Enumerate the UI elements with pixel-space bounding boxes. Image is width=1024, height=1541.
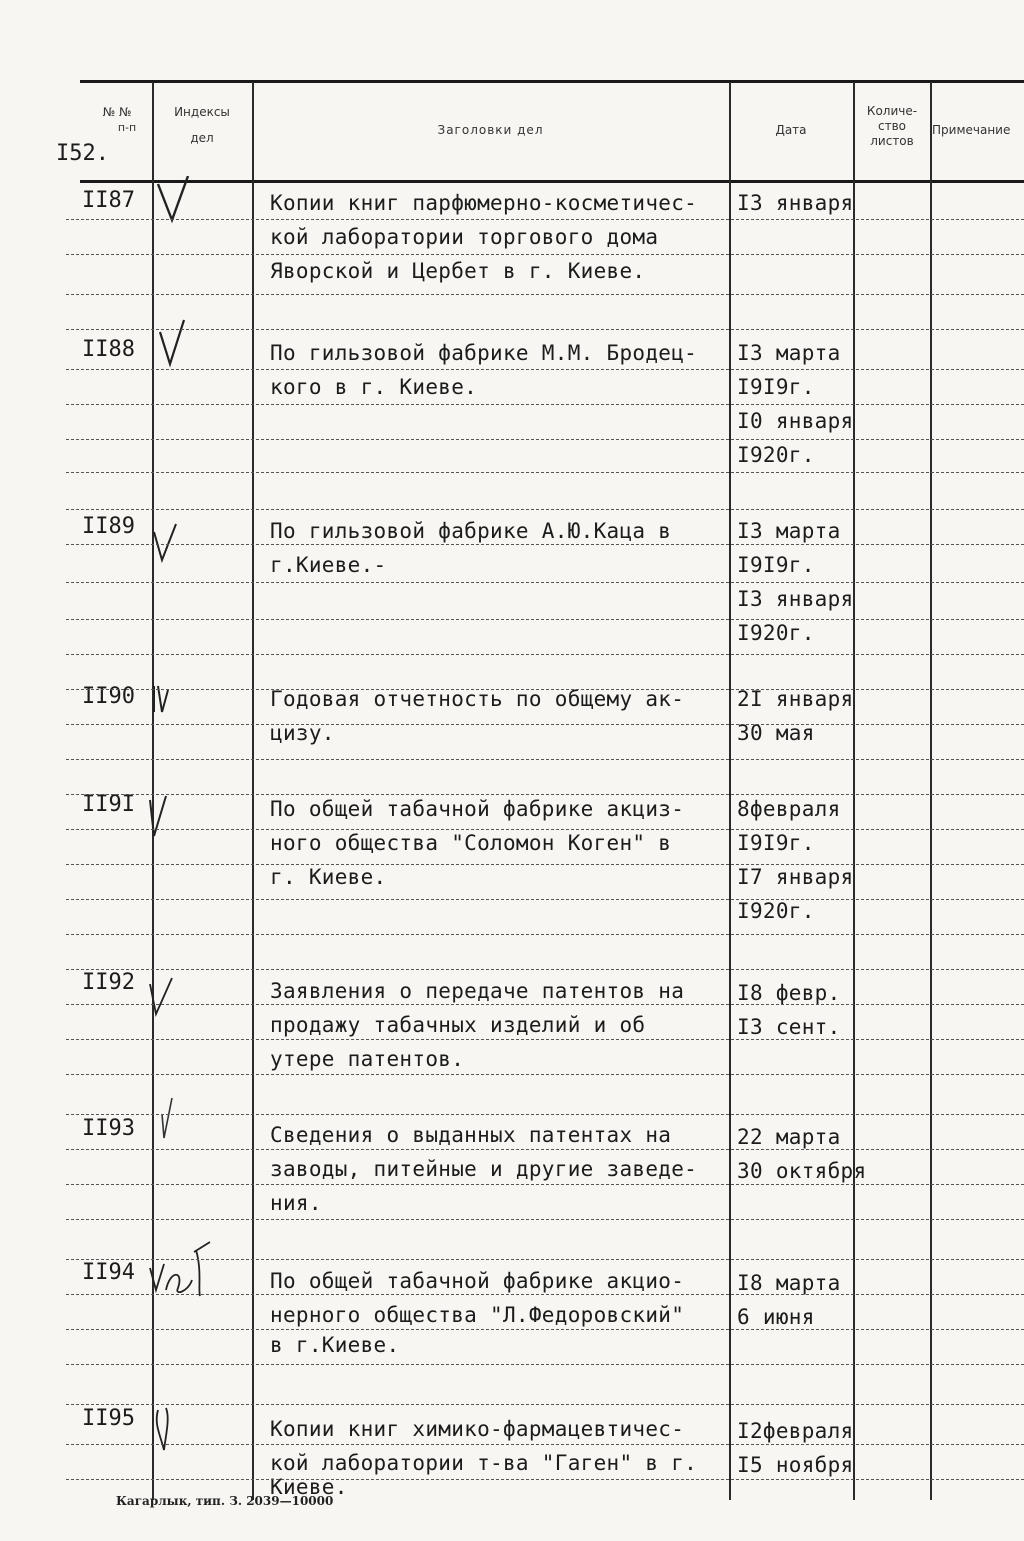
entry-date-line: I920г.: [737, 899, 815, 923]
entry-number: II90: [82, 684, 135, 709]
ruled-line: [66, 1219, 1024, 1220]
checkmark-icon: [148, 514, 208, 564]
ruled-line: [66, 1364, 1024, 1365]
ruled-line: [66, 294, 1024, 295]
entry-title-line: кого в г. Киеве.: [270, 375, 478, 399]
header-index-sub: дел: [190, 131, 214, 145]
entry-number: II88: [82, 337, 135, 362]
entry-date-line: I9I9г.: [737, 831, 815, 855]
ruled-line: [66, 544, 1024, 545]
checkmark-icon: [148, 1094, 208, 1144]
entry-date-line: I3 марта: [737, 341, 841, 365]
entry-date-line: 6 июня: [737, 1305, 815, 1329]
ruled-line: [66, 969, 1024, 970]
entry-number: II93: [82, 1116, 135, 1141]
ruled-line: [66, 582, 1024, 583]
ruled-line: [66, 619, 1024, 620]
entry-title-line: утере патентов.: [270, 1047, 465, 1071]
entry-date-line: 30 мая: [737, 721, 815, 745]
ruled-line: [66, 1039, 1024, 1040]
ruled-line: [66, 794, 1024, 795]
ruled-line: [66, 1259, 1024, 1260]
header-sheets-label-1: Количе-: [866, 104, 918, 118]
ruled-line: [66, 759, 1024, 760]
entry-title-line: нерного общества "Л.Федоровский": [270, 1303, 685, 1327]
ruled-line: [66, 1114, 1024, 1115]
ruled-line: [66, 654, 1024, 655]
printer-imprint: Кагарлык, тип. З. 2039—10000: [116, 1494, 334, 1508]
ruled-line: [66, 509, 1024, 510]
entry-title-line: ного общества "Соломон Коген" в: [270, 831, 672, 855]
header-note: [932, 122, 1024, 138]
header-top-rule: [80, 80, 1024, 83]
entry-title-line: кой лаборатории торгового дома: [270, 225, 659, 249]
header-note-label: Примечание: [932, 123, 1011, 137]
entry-number: II95: [82, 1406, 135, 1431]
ruled-line: [66, 369, 1024, 370]
checkmark-icon: [148, 318, 208, 368]
entry-title-line: Копии книг парфюмерно-косметичес-: [270, 191, 698, 215]
checkmark-icon: [148, 792, 208, 842]
entry-title-line: г.Киеве.-: [270, 553, 387, 577]
ruled-line: [66, 1404, 1024, 1405]
entry-title-line: Киеве.: [270, 1475, 348, 1499]
ruled-line: [66, 899, 1024, 900]
entry-date-line: 22 марта: [737, 1125, 841, 1149]
ruled-line: [66, 1184, 1024, 1185]
header-sheets-label-3: листов: [870, 134, 914, 148]
entry-date-line: I3 сент.: [737, 1015, 841, 1039]
handwritten-mark-icon: [148, 1240, 218, 1300]
entry-title-line: Годовая отчетность по общему ак-: [270, 687, 685, 711]
entry-number: II89: [82, 514, 135, 539]
entry-number: II92: [82, 970, 135, 995]
ruled-line: [66, 1294, 1024, 1295]
header-index: [154, 104, 250, 146]
entry-title-line: Заявления о передаче патентов на: [270, 979, 685, 1003]
ruled-line: [66, 829, 1024, 830]
entry-date-line: 2I января: [737, 687, 854, 711]
ruled-line: [66, 404, 1024, 405]
header-num-label: № №: [102, 105, 132, 119]
ruled-line: [66, 472, 1024, 473]
entry-number: II94: [82, 1260, 135, 1285]
entry-title-line: Копии книг химико-фармацевтичес-: [270, 1417, 685, 1441]
entry-date-line: 30 октября: [737, 1159, 867, 1183]
entry-date-line: 8февраля: [737, 797, 841, 821]
entry-title-line: ния.: [270, 1191, 322, 1215]
entry-date-line: I3 января: [737, 191, 854, 215]
header-num: [84, 104, 150, 136]
entry-date-line: I5 ноября: [737, 1453, 854, 1477]
header-date: [731, 122, 851, 138]
ruled-line: [66, 329, 1024, 330]
entry-date-line: I8 марта: [737, 1271, 841, 1295]
entry-number: II87: [82, 188, 135, 213]
ruled-line: [66, 1004, 1024, 1005]
ruled-line: [66, 254, 1024, 255]
entry-date-line: I920г.: [737, 621, 815, 645]
entry-title-line: кой лаборатории т-ва "Гаген" в г.: [270, 1451, 698, 1475]
entry-title-line: По гильзовой фабрике М.М. Бродец-: [270, 341, 698, 365]
entry-date-line: I920г.: [737, 443, 815, 467]
entry-date-line: I3 марта: [737, 519, 841, 543]
entry-title-line: цизу.: [270, 721, 335, 745]
header-bottom-rule: [80, 180, 1024, 183]
header-num-sub: п-п: [117, 121, 137, 134]
entry-title-line: По общей табачной фабрике акцио-: [270, 1269, 685, 1293]
entry-title-line: Сведения о выданных патентах на: [270, 1123, 672, 1147]
entry-title-line: заводы, питейные и другие заведе-: [270, 1157, 698, 1181]
header-title-label: Заголовки дел: [437, 123, 544, 137]
entry-date-line: I7 января: [737, 865, 854, 889]
ruled-line: [66, 864, 1024, 865]
ruled-line: [66, 689, 1024, 690]
entry-title-line: По гильзовой фабрике А.Ю.Каца в: [270, 519, 672, 543]
header-sheets: [855, 104, 929, 149]
entry-date-line: I9I9г.: [737, 553, 815, 577]
ruled-line: [66, 1329, 1024, 1330]
ruled-line: [66, 1479, 1024, 1480]
ruled-line: [66, 1074, 1024, 1075]
header-date-label: Дата: [775, 123, 807, 137]
entry-title-line: г. Киеве.: [270, 865, 387, 889]
ruled-line: [66, 1444, 1024, 1445]
entry-date-line: I2февраля: [737, 1419, 854, 1443]
checkmark-icon: [148, 1404, 208, 1454]
ruled-line: [66, 1149, 1024, 1150]
ruled-line: [66, 934, 1024, 935]
ruled-line: [66, 219, 1024, 220]
ruled-line: [66, 724, 1024, 725]
ruled-line: [66, 439, 1024, 440]
header-index-label: Индексы: [174, 105, 230, 119]
entry-number: II9I: [82, 792, 135, 817]
header-title: [254, 122, 727, 138]
entry-title-line: продажу табачных изделий и об: [270, 1013, 646, 1037]
entry-date-line: I8 февр.: [737, 981, 841, 1005]
header-sheets-label-2: ство: [877, 119, 906, 133]
page-number: I52.: [56, 141, 109, 166]
entry-date-line: I9I9г.: [737, 375, 815, 399]
entry-title-line: Яворской и Цербет в г. Киеве.: [270, 259, 646, 283]
entry-title-line: в г.Киеве.: [270, 1333, 400, 1357]
entry-date-line: I3 января: [737, 587, 854, 611]
entry-title-line: По общей табачной фабрике акциз-: [270, 797, 685, 821]
checkmark-icon: [148, 970, 208, 1020]
entry-date-line: I0 января: [737, 409, 854, 433]
